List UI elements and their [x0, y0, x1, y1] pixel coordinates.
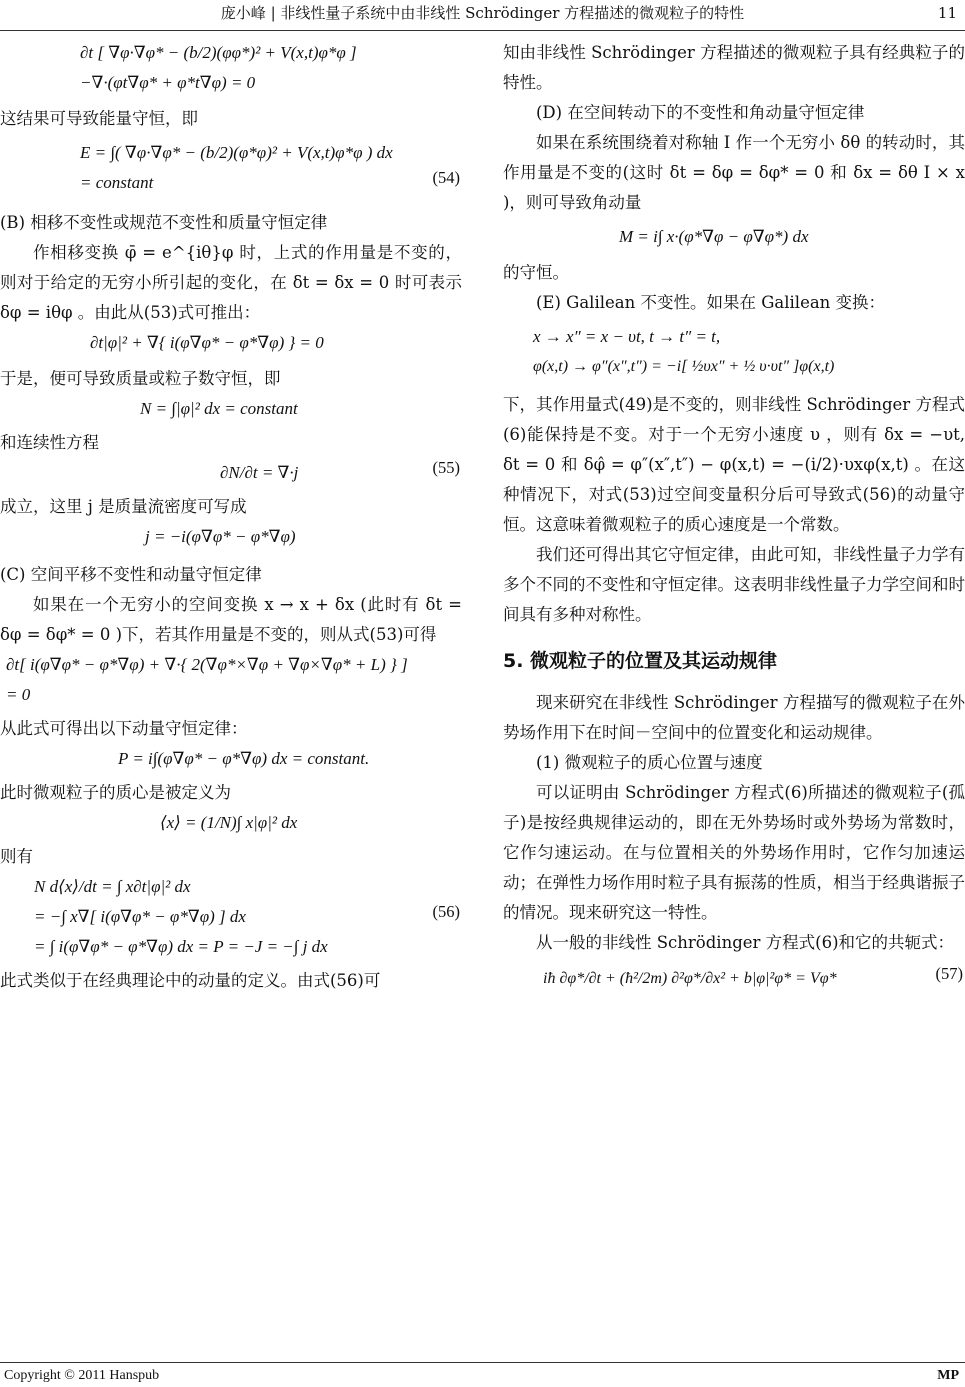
- paragraph: 下，其作用量式(49)是不变的，则非线性 Schrödinger 方程式(6)能保持是不变。对于一个无穷小速度 υ ，则有 δx = −υt, δt = 0 和 δφ̂ = φ″(x″,t″) − φ(x,t) = −(i/2)·υxφ(x,t) 。在这种情况下，对式(53)过空间变量积分后可导致式(56)的动量守恒。这意味着微观粒子的质心速度是一个常数。: [503, 395, 965, 534]
- paragraph: 于是，便可导致质量或粒子数守恒，即: [0, 369, 281, 388]
- paragraph: 这结果可导致能量守恒，即: [0, 109, 198, 128]
- paragraph: 我们还可得出其它守恒定律，由此可知，非线性量子力学有多个不同的不变性和守恒定律。这表明非线性量子力学空间和时间具有多种对称性。: [503, 545, 965, 624]
- running-title: 庞小峰 | 非线性量子系统中由非线性 Schrödinger 方程描述的微观粒子的特性: [220, 4, 745, 22]
- paragraph: 和连续性方程: [0, 433, 99, 452]
- equation-line: ∂t|φ|² + ∇{ i(φ∇φ* − φ*∇φ) } = 0: [90, 333, 324, 352]
- equation-line: iħ ∂φ*/∂t + (ħ²/2m) ∂²φ*/∂x² + b|φ|²φ* = Vφ*: [543, 970, 837, 987]
- equation-j: [0, 522, 462, 552]
- section-heading-d: (D) 在空间转动下的不变性和角动量守恒定律: [536, 103, 865, 122]
- equation-54: [0, 138, 462, 198]
- equation-line: = ∫ i(φ∇φ* − φ*∇φ) dx = P = −J = −∫ j dx: [34, 937, 328, 956]
- journal-abbreviation: MP: [937, 1368, 959, 1383]
- equation-line: j = −i(φ∇φ* − φ*∇φ): [145, 527, 296, 546]
- section-heading-c: (C) 空间平移不变性和动量守恒定律: [0, 565, 262, 584]
- section-heading-5: 5. 微观粒子的位置及其运动规律: [503, 650, 778, 672]
- equation-number: (54): [432, 168, 460, 187]
- paragraph: 从此式可得出以下动量守恒定律：: [0, 719, 248, 738]
- section-heading-e: (E) Galilean 不变性。如果在 Galilean 变换：: [536, 293, 886, 312]
- paragraph: 现来研究在非线性 Schrödinger 方程描写的微观粒子在外势场作用下在时间－空间中的位置变化和运动规律。: [503, 693, 965, 742]
- subsection-heading-1: (1) 微观粒子的质心位置与速度: [536, 753, 763, 772]
- equation-57: [503, 964, 965, 994]
- equation-line: ∂N/∂t = ∇·j: [220, 463, 299, 482]
- left-column: [0, 38, 462, 996]
- equation-line: = 0: [6, 685, 31, 704]
- equation-line: M = i∫ x·(φ*∇φ − φ∇φ*) dx: [619, 227, 809, 246]
- equation-line: E = ∫( ∇φ·∇φ* − (b/2)(φ*φ)² + V(x,t)φ*φ ) dx: [80, 143, 393, 162]
- copyright: Copyright © 2011 Hanspub: [4, 1368, 160, 1383]
- right-column: [503, 38, 965, 994]
- equation-55: [0, 458, 462, 488]
- equation-line: = constant: [80, 173, 154, 192]
- page-number: 11: [937, 4, 957, 22]
- paragraph: 知由非线性 Schrödinger 方程描述的微观粒子具有经典粒子的特性。: [503, 43, 965, 92]
- paragraph: 此式类似于在经典理论中的动量的定义。由式(56)可: [0, 971, 381, 990]
- equation-center-of-mass: [0, 808, 462, 838]
- paragraph: 如果在系统围绕着对称轴 I 作一个无穷小 δθ 的转动时，其作用量是不变的(这时 δt = δφ = δφ* = 0 和 δx = δθ I × x )，则可导致角动量: [503, 133, 965, 212]
- equation-mass: [0, 394, 462, 424]
- paragraph: 从一般的非线性 Schrödinger 方程式(6)和它的共轭式：: [536, 933, 955, 952]
- section-heading-b: (B) 相移不变性或规范不变性和质量守恒定律: [0, 213, 328, 232]
- paragraph: 则有: [0, 847, 33, 866]
- equation-line: x → x″ = x − υt, t → t″ = t,: [533, 327, 721, 346]
- equation-number: (55): [432, 458, 460, 477]
- equation-line: N = ∫|φ|² dx = constant: [140, 399, 298, 418]
- equation-line: P = i∫(φ∇φ* − φ*∇φ) dx = constant.: [118, 749, 370, 768]
- equation-phase: [0, 328, 462, 358]
- equation-line: −∇·(φt∇φ* + φ*t∇φ) = 0: [80, 73, 256, 92]
- equation-56: [0, 872, 462, 962]
- equation-angular-momentum: [503, 222, 965, 252]
- paragraph: 可以证明由 Schrödinger 方程式(6)所描述的微观粒子(孤子)是按经典规律运动的，即在无外势场时或外势场为常数时，它作匀速运动。在与位置相关的外势场作用时，它作匀加速运动；在弹性力场作用时粒子具有振荡的性质，相当于经典谐振子的情况。现来研究这一特性。: [503, 783, 965, 922]
- equation-number: (57): [935, 964, 963, 983]
- paragraph: 的守恒。: [503, 263, 569, 282]
- equation-energy-flux: [0, 38, 462, 98]
- paragraph: 此时微观粒子的质心是被定义为: [0, 783, 231, 802]
- equation-translation: [0, 650, 462, 710]
- equation-line: φ(x,t) → φ″(x″,t″) = −i[ ½υx″ + ½ υ·υt″ ]φ(x,t): [533, 358, 835, 375]
- equation-momentum: [0, 744, 462, 774]
- paragraph: 作相移变换 φ̄ = e^{iθ}φ 时，上式的作用量是不变的，则对于给定的无穷小所引起的变化，在 δt = δx = 0 时可表示 δφ = iθφ 。由此从(53)式可推出：: [0, 243, 462, 322]
- paragraph: 如果在一个无穷小的空间变换 x → x + δx (此时有 δt = δφ = δφ* = 0 )下，若其作用量是不变的，则从式(53)可得: [0, 595, 462, 644]
- page-header: [0, 0, 965, 31]
- paragraph: 成立，这里 j 是质量流密度可写成: [0, 497, 247, 516]
- equation-line: ∂t[ i(φ∇φ* − φ*∇φ) + ∇·{ 2(∇φ*×∇φ + ∇φ×∇φ* + L) } ]: [6, 655, 408, 674]
- equation-line: ∂t [ ∇φ·∇φ* − (b/2)(φφ*)² + V(x,t)φ*φ ]: [80, 43, 357, 62]
- page-footer: [0, 1362, 965, 1387]
- equation-galilean: [503, 322, 965, 382]
- equation-line: N d⟨x⟩/dt = ∫ x∂t|φ|² dx: [34, 877, 191, 896]
- equation-number: (56): [432, 902, 460, 921]
- equation-line: = −∫ x∇[ i(φ∇φ* − φ*∇φ) ] dx: [34, 907, 246, 926]
- equation-line: ⟨x⟩ = (1/N)∫ x|φ|² dx: [160, 813, 298, 832]
